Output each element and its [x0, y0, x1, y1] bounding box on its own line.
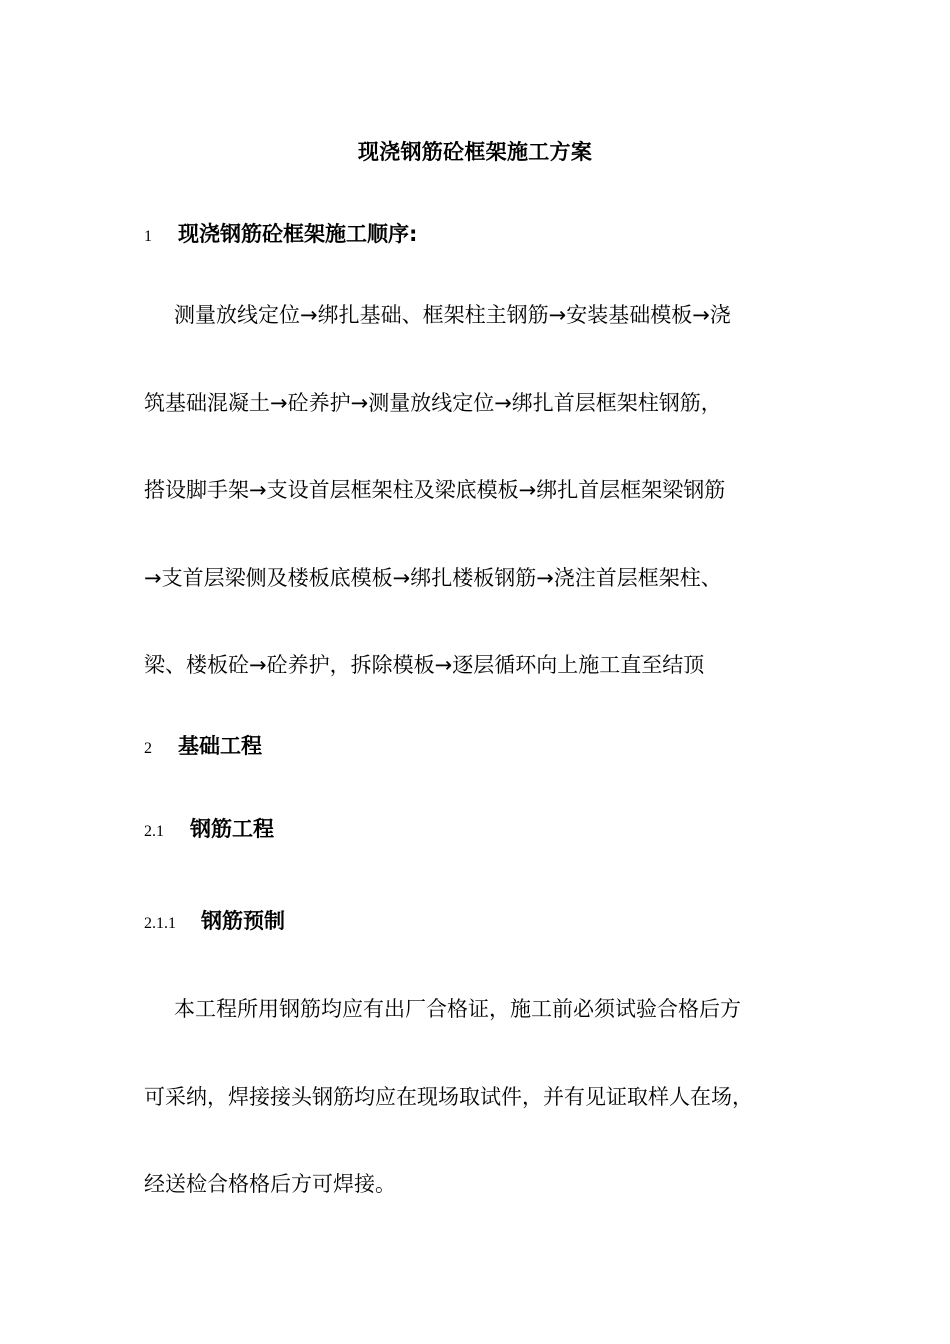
section-number: 1 [144, 228, 152, 245]
paragraph-line: 可采纳，焊接接头钢筋均应在现场取试件，并有见证取样人在场， [144, 1084, 753, 1109]
section-heading-2-1 [144, 811, 274, 850]
section-2-1-1-paragraph [144, 966, 824, 1229]
paragraph-line: 搭设脚手架→支设首层框架柱及梁底模板→绑扎首层框架梁钢筋 [144, 478, 726, 502]
section-number: 2.1.1 [144, 915, 176, 932]
section-heading-2-1-1 [144, 903, 285, 942]
section-title: 钢筋工程 [190, 817, 274, 841]
section-heading-1 [144, 216, 417, 255]
paragraph-line: 梁、楼板砼→砼养护，拆除模板→逐层循环向上施工直至结顶 [144, 653, 705, 677]
paragraph-line: →支首层梁侧及楼板底模板→绑扎楼板钢筋→浇注首层框架柱、 [144, 565, 722, 590]
paragraph-line: 筑基础混凝土→砼养护→测量放线定位→绑扎首层框架柱钢筋， [144, 390, 722, 415]
section-title: 现浇钢筋砼框架施工顺序: [178, 222, 418, 246]
paragraph-line: 本工程所用钢筋均应有出厂合格证，施工前必须试验合格后方 [174, 997, 741, 1021]
paragraph-line: 测量放线定位→绑扎基础、框架柱主钢筋→安装基础模板→浇 [174, 303, 731, 327]
section-heading-2 [144, 728, 262, 767]
section-number: 2.1 [144, 823, 164, 840]
paragraph-line: 经送检合格格后方可焊接。 [144, 1172, 396, 1196]
document-title: 现浇钢筋砼框架施工方案 [357, 140, 593, 164]
section-title: 基础工程 [178, 734, 262, 758]
section-number: 2 [144, 740, 152, 757]
section-title: 钢筋预制 [201, 909, 285, 933]
section-1-paragraph [144, 272, 824, 710]
